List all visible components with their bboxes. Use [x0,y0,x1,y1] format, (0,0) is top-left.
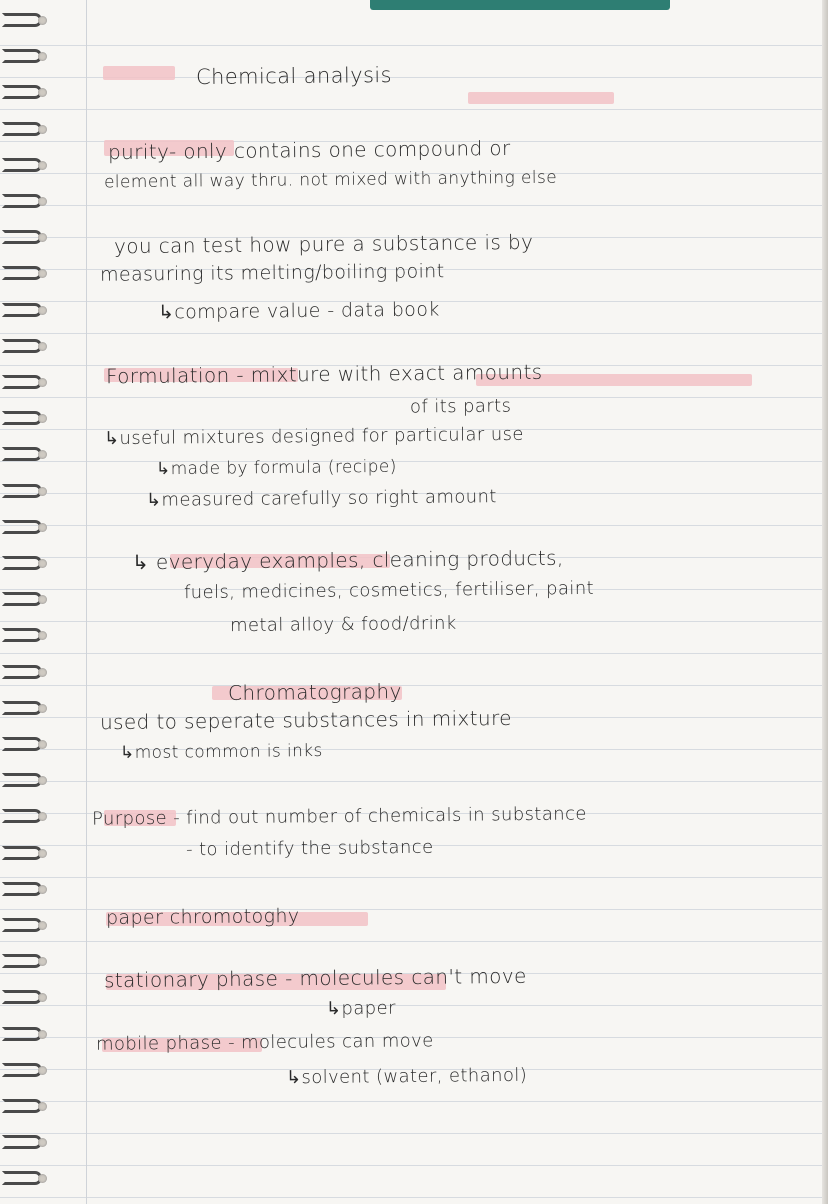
spiral-ring [0,1024,56,1046]
punch-hole [38,1138,47,1147]
page-title: Chemical analysis [195,62,393,90]
spiral-wire [2,266,42,280]
purity-test-line: you can test how pure a substance is by [113,229,534,259]
spiral-wire [2,556,42,570]
notebook-cover-strip [370,0,670,10]
spiral-wire [2,520,42,534]
punch-hole [38,125,47,134]
punch-hole [38,595,47,604]
spiral-ring [0,589,56,611]
punch-hole [38,487,47,496]
spiral-ring [0,879,56,901]
spiral-ring [0,1132,56,1154]
spiral-wire [2,85,42,99]
spiral-wire [2,665,42,679]
punch-hole [38,342,47,351]
spiral-wire [2,737,42,751]
examples-line: ↳ everyday examples, cleaning products, [131,545,564,575]
punch-hole [38,197,47,206]
formulation-line: ↳measured carefully so right amount [145,486,497,511]
spiral-wire [2,1027,42,1041]
highlight-title-right [468,92,614,104]
punch-hole [38,668,47,677]
mobile-phase-line: mobile phase - molecules can move [95,1030,434,1055]
spiral-wire [2,303,42,317]
spiral-ring [0,951,56,973]
spiral-wire [2,375,42,389]
spiral-wire [2,846,42,860]
spiral-ring [0,698,56,720]
spiral-ring [0,10,56,32]
examples-line: fuels, medicines, cosmetics, fertiliser, paint [183,577,595,604]
spiral-ring [0,915,56,937]
purpose-line: Purpose - find out number of chemicals in substance [91,803,587,830]
spiral-ring [0,662,56,684]
punch-hole [38,1174,47,1183]
punch-hole [38,88,47,97]
punch-hole [38,523,47,532]
spiral-wire [2,882,42,896]
punch-hole [38,233,47,242]
formulation-line: of its parts [409,395,512,418]
spiral-ring [0,1060,56,1082]
spiral-wire [2,954,42,968]
punch-hole [38,414,47,423]
stationary-phase-line: stationary phase - molecules can't move [103,963,527,993]
spiral-wire [2,701,42,715]
purity-test-line: measuring its melting/boiling point [99,260,445,286]
paper-chromatography-heading: paper chromotoghy [105,904,300,930]
punch-hole [38,849,47,858]
purity-test-line: ↳compare value - data book [157,298,440,324]
punch-hole [38,704,47,713]
purity-definition-line: element all way thru. not mixed with anything else [103,167,558,193]
spiral-ring [0,444,56,466]
spiral-ring [0,300,56,322]
punch-hole [38,378,47,387]
punch-hole [38,776,47,785]
spiral-wire [2,628,42,642]
spiral-ring [0,372,56,394]
spiral-wire [2,230,42,244]
punch-hole [38,1030,47,1039]
highlight-title-left [103,66,175,80]
formulation-line: ↳useful mixtures designed for particular use [103,423,524,450]
punch-hole [38,306,47,315]
punch-hole [38,161,47,170]
chromatography-line: ↳most common is inks [119,740,323,764]
spiral-ring [0,625,56,647]
spiral-ring [0,408,56,430]
punch-hole [38,993,47,1002]
mobile-phase-line: ↳solvent (water, ethanol) [285,1064,528,1089]
spiral-ring [0,263,56,285]
margin-line [86,0,87,1204]
spiral-wire [2,990,42,1004]
chromatography-line: used to seperate substances in mixture [99,705,513,735]
purity-definition-line: purity- only contains one compound or [107,135,511,165]
spiral-wire [2,809,42,823]
spiral-wire [2,339,42,353]
spiral-ring [0,481,56,503]
spiral-ring [0,987,56,1009]
spiral-wire [2,49,42,63]
spiral-ring [0,119,56,141]
spiral-ring [0,46,56,68]
spiral-ring [0,770,56,792]
spiral-ring [0,553,56,575]
punch-hole [38,957,47,966]
spiral-wire [2,1171,42,1185]
spiral-wire [2,158,42,172]
examples-line: metal alloy & food/drink [229,612,457,637]
punch-hole [38,1102,47,1111]
punch-hole [38,450,47,459]
spiral-wire [2,918,42,932]
spiral-wire [2,13,42,27]
punch-hole [38,812,47,821]
punch-hole [38,631,47,640]
spiral-ring [0,227,56,249]
spiral-wire [2,411,42,425]
punch-hole [38,885,47,894]
spiral-ring [0,843,56,865]
spiral-wire [2,194,42,208]
spiral-wire [2,592,42,606]
spiral-ring [0,82,56,104]
punch-hole [38,269,47,278]
spiral-ring [0,806,56,828]
punch-hole [38,921,47,930]
spiral-ring [0,1168,56,1190]
spiral-wire [2,484,42,498]
spiral-ring [0,734,56,756]
spiral-ring [0,336,56,358]
spiral-wire [2,122,42,136]
spiral-ring [0,155,56,177]
punch-hole [38,52,47,61]
spiral-ring [0,191,56,213]
punch-hole [38,559,47,568]
spiral-wire [2,1135,42,1149]
spiral-wire [2,1063,42,1077]
spiral-binding [0,0,60,1204]
spiral-wire [2,1099,42,1113]
stationary-phase-line: ↳paper [325,997,396,1020]
punch-hole [38,740,47,749]
spiral-wire [2,447,42,461]
formulation-line: Formulation - mixture with exact amounts [105,359,543,389]
punch-hole [38,1066,47,1075]
chromatography-heading: Chromatography [227,679,402,705]
formulation-line: ↳made by formula (recipe) [155,456,397,480]
punch-hole [38,16,47,25]
spiral-ring [0,1096,56,1118]
spiral-ring [0,517,56,539]
spiral-wire [2,773,42,787]
page-edge [822,0,828,1204]
purpose-line: - to identify the substance [185,836,434,861]
